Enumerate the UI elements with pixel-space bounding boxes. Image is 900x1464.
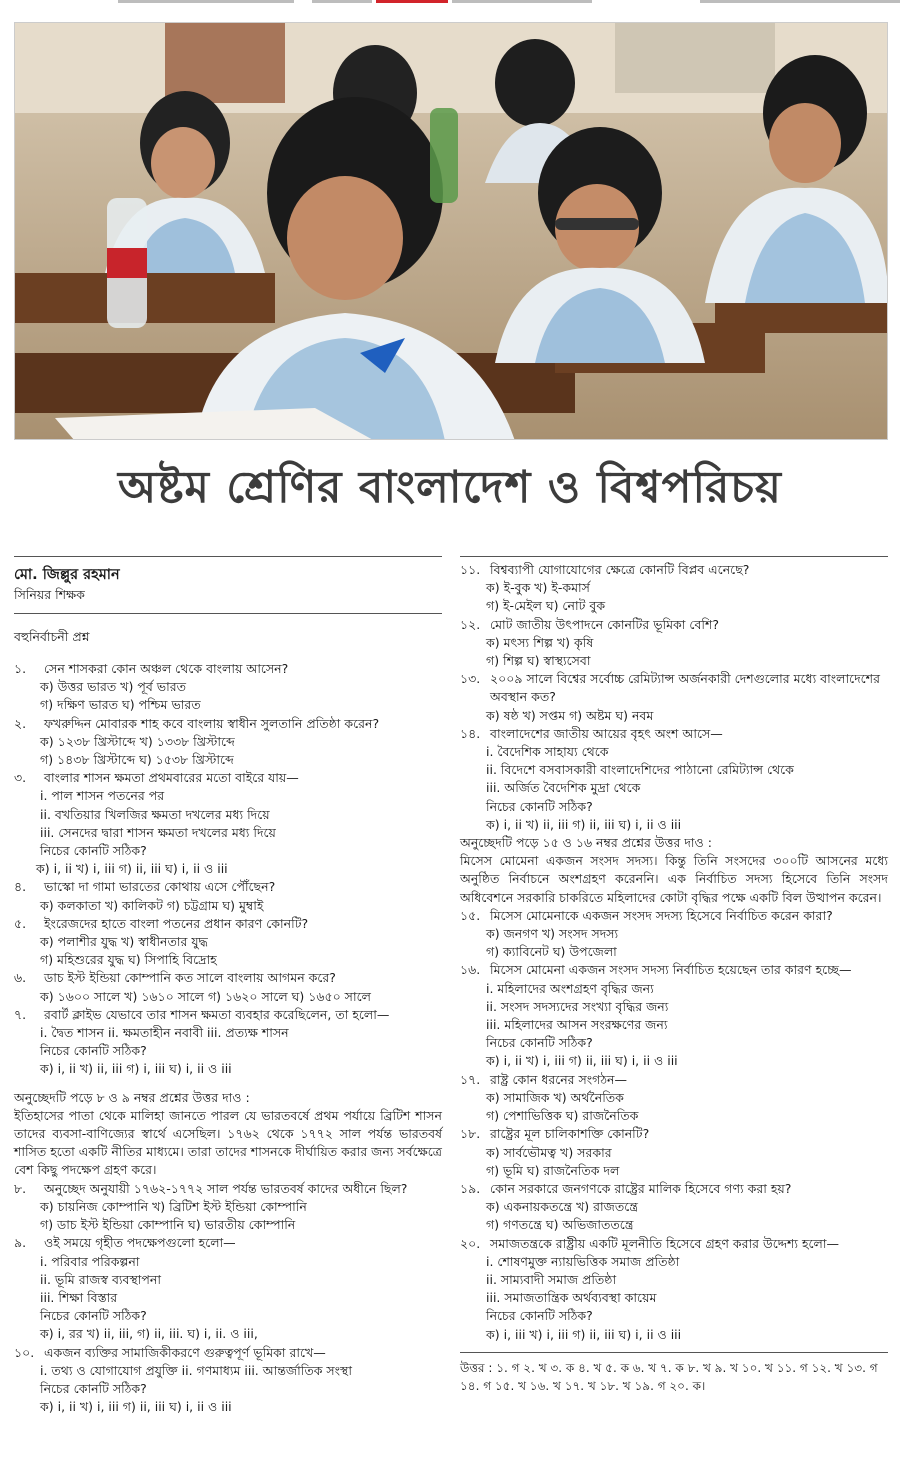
question-text: ২০০৯ সালে বিশ্বের সর্বোচ্চ রেমিট্যান্স অর্জনকারী দেশগুলোর মধ্যে বাংলাদেশের অবস্থান কত? [490, 671, 880, 705]
question-number: ১৪. [460, 725, 481, 741]
question-number: ৩. [14, 770, 27, 786]
options-row: গ) শিল্প ঘ) স্বাস্থ্যসেবা [486, 653, 591, 669]
ask-line: নিচের কোনটি সঠিক? [486, 1308, 593, 1324]
question-text: মিসেস মোমেনাকে একজন সংসদ সদস্য হিসেবে নির্বাচিত করেন কারা? [490, 907, 833, 923]
question-number: ২০. [460, 1235, 481, 1251]
ask-line: নিচের কোনটি সঠিক? [40, 1043, 147, 1059]
options-row: গ) ই-মেইল ঘ) নোট বুক [486, 598, 606, 614]
question-14 [460, 725, 888, 834]
statement: iii. অর্জিত বৈদেশিক মুদ্রা থেকে [486, 780, 641, 796]
byline [14, 556, 442, 614]
question-1 [14, 660, 442, 715]
statement: iii. সমাজতান্ত্রিক অর্থব্যবস্থা কায়েম [486, 1290, 657, 1306]
question-number: ৫. [14, 915, 27, 931]
question-text: ইংরেজদের হাতে বাংলা পতনের প্রধান কারণ কোনটি? [44, 915, 309, 931]
options-row: গ) ভূমি ঘ) রাজনৈতিক দল [486, 1162, 620, 1178]
question-text: কোন সরকারে জনগণকে রাষ্ট্রের মালিক হিসেবে গণ্য করা হয়? [490, 1180, 792, 1196]
question-20 [460, 1235, 888, 1344]
question-12 [460, 616, 888, 671]
options-row: ক) সামাজিক খ) অর্থনৈতিক [486, 1089, 624, 1105]
right-column [460, 556, 888, 1395]
question-number: ২. [14, 715, 27, 731]
question-number: ১৯. [460, 1180, 481, 1196]
question-text: ভাস্কো দা গামা ভারতের কোথায় এসে পৌঁছেন? [44, 879, 276, 895]
question-number: ১৭. [460, 1071, 481, 1087]
statement: i. তথ্য ও যোগাযোগ প্রযুক্তি ii. গণমাধ্যম iii. আন্তর্জাতিক সংস্থা [40, 1362, 352, 1378]
question-number: ১২. [460, 616, 481, 632]
options-row: ক) i, ii খ) ii, iii গ) i, iii ঘ) i, ii ও iii [40, 1061, 232, 1077]
headline: অষ্টম শ্রেণির বাংলাদেশ ও বিশ্বপরিচয় [118, 462, 782, 513]
question-number: ৬. [14, 970, 27, 986]
question-text: বিশ্বব্যাপী যোগাযোগের ক্ষেত্রে কোনটি বিপ্লব এনেছে? [490, 562, 750, 577]
ask-line: নিচের কোনটি সঠিক? [486, 1035, 593, 1051]
passage-heading: অনুচ্ছেদটি পড়ে ১৫ ও ১৬ নম্বর প্রশ্নের উত্তর দাও : [460, 835, 712, 851]
ask-line: নিচের কোনটি সঠিক? [40, 1380, 147, 1396]
question-text: রাষ্ট্রের মূল চালিকাশক্তি কোনটি? [490, 1126, 650, 1142]
answer-key: উত্তর : ১. গ ২. খ ৩. ক ৪. খ ৫. ক ৬. খ ৭. ক ৮. খ ৯. খ ১০. খ ১১. গ ১২. খ ১৩. গ ১৪. গ ১৫. খ ১৬. খ ১৭. খ ১৮. খ ১৯. গ ২০. ক। [460, 1352, 888, 1395]
statement: ii. সাম্যবাদী সমাজ প্রতিষ্ঠা [486, 1271, 617, 1287]
statement: i. দ্বৈত শাসন ii. ক্ষমতাহীন নবাবী iii. প্রত্যক্ষ শাসন [40, 1025, 289, 1041]
statement: i. পরিবার পরিকল্পনা [40, 1253, 140, 1269]
question-7 [14, 1006, 442, 1079]
question-9 [14, 1234, 442, 1343]
question-3 [14, 769, 442, 878]
question-text: ফখরুদ্দিন মোবারক শাহ কবে বাংলায় স্বাধীন সুলতানি প্রতিষ্ঠা করেন? [44, 715, 380, 731]
question-text: অনুচ্ছেদ অনুযায়ী ১৭৬২-১৭৭২ সাল পর্যন্ত ভারতবর্ষ কাদের অধীনে ছিল? [44, 1180, 408, 1196]
question-text: রবার্ট ক্লাইভ যেভাবে তার শাসন ক্ষমতা ব্যবহার করেছিলেন, তা হলো— [44, 1006, 390, 1022]
question-text: বাংলার শাসন ক্ষমতা প্রথমবারের মতো বাইরে যায়— [44, 770, 299, 786]
options-row: ক) একনায়কতন্ত্রে খ) রাজতন্ত্রে [486, 1199, 638, 1215]
question-number: ১. [14, 661, 27, 676]
author-name: মো. জিল্লুর রহমান [14, 567, 120, 583]
statement: ii. সংসদ সদস্যদের সংখ্যা বৃদ্ধির জন্য [486, 998, 669, 1014]
ask-line: নিচের কোনটি সঠিক? [40, 1308, 147, 1324]
options-row: ক) ষষ্ঠ খ) সপ্তম গ) অষ্টম ঘ) নবম [486, 707, 654, 723]
statement: ii. ভূমি রাজস্ব ব্যবস্থাপনা [40, 1271, 161, 1287]
question-15 [460, 907, 888, 962]
question-10 [14, 1344, 442, 1417]
options-row: ক) i, iii খ) i, iii গ) ii, iii ঘ) i, ii ও iii [486, 1326, 682, 1342]
passage-text: ইতিহাসের পাতা থেকে মালিহা জানতে পারল যে ভারতবর্ষে প্রথম পর্যায়ে ব্রিটিশ শাসন তাদের ব্যবসা-বাণিজ্যের স্বার্থে এসেছিল। ১৭৬২ থেকে ১৭৭২ সাল পর্যন্ত ভারতবর্ষ শাসিত হতো একটি নীতির মাধ্যমে। তারা তাদের শাসনকে দীর্ঘায়িত করার জন্য সর্বক্ষেত্রে বেশ কিছু পদক্ষেপ গ্রহণ করে। [14, 1107, 442, 1178]
statement: ii. বিদেশে বসবাসকারী বাংলাদেশিদের পাঠানো রেমিট্যান্স থেকে [486, 762, 794, 778]
question-19 [460, 1180, 888, 1235]
question-17 [460, 1071, 888, 1126]
statement: iii. মহিলাদের আসন সংরক্ষণের জন্য [486, 1017, 668, 1033]
statement: ii. বখতিয়ার খিলজির ক্ষমতা দখলের মধ্য দিয়ে [40, 806, 270, 822]
article-photo [14, 22, 888, 440]
question-text: একজন ব্যক্তির সামাজিকীকরণে গুরুত্বপূর্ণ ভূমিকা রাখে— [44, 1344, 326, 1360]
section-label: বহুনির্বাচনী প্রশ্ন [14, 629, 90, 644]
question-number: ৪. [14, 879, 27, 895]
question-5 [14, 915, 442, 970]
left-column [14, 556, 442, 1416]
ask-line: নিচের কোনটি সঠিক? [486, 798, 593, 814]
question-2 [14, 715, 442, 770]
options-row: ক) i, ii খ) i, iii গ) ii, iii ঘ) i, ii ও iii [40, 1399, 232, 1415]
question-6 [14, 969, 442, 1005]
question-number: ১৬. [460, 962, 481, 978]
options-row: গ) ক্যাবিনেট ঘ) উপজেলা [486, 944, 617, 960]
statement: i. শোষণমুক্ত ন্যায়ভিত্তিক সমাজ প্রতিষ্ঠা [486, 1253, 680, 1269]
question-text: সমাজতন্ত্রকে রাষ্ট্রীয় একটি মূলনীতি হিসেবে গ্রহণ করার উদ্দেশ্য হলো— [490, 1235, 839, 1251]
question-text: মোট জাতীয় উৎপাদনে কোনটির ভূমিকা বেশি? [490, 616, 720, 632]
options-row: ক) উত্তর ভারত খ) পূর্ব ভারত [40, 679, 186, 695]
question-number: ১৫. [460, 907, 481, 923]
question-text: রাষ্ট্র কোন ধরনের সংগঠন— [490, 1071, 628, 1087]
options-row: গ) মহিশুরের যুদ্ধ ঘ) সিপাহি বিদ্রোহ [40, 952, 217, 968]
passage-text: মিসেস মোমেনা একজন সংসদ সদস্য। কিন্তু তিনি সংসদের ৩০০টি আসনের মধ্যে অনুষ্ঠিত নির্বাচনে অংশগ্রহণ করেননি। এক নির্বাচিত সদস্য হিসেবে তিনি সংসদ অধিবেশনে সরকারি চাকরিতে মহিলাদের কোটা বৃদ্ধির পক্ষে একটি বিল উত্থাপন করেন। [460, 853, 888, 905]
top-divider [0, 0, 900, 6]
options-row: ক) ১৬০০ সালে খ) ১৬১০ সালে গ) ১৬২০ সালে ঘ) ১৬৫০ সালে [40, 988, 371, 1004]
options-row: ক) পলাশীর যুদ্ধ খ) স্বাধীনতার যুদ্ধ [40, 934, 208, 950]
options-row: ক) জনগণ খ) সংসদ সদস্য [486, 926, 619, 942]
statement: iii. সেনদের দ্বারা শাসন ক্ষমতা দখলের মধ্য দিয়ে [40, 824, 276, 840]
author-designation: সিনিয়র শিক্ষক [14, 587, 85, 602]
passage-heading: অনুচ্ছেদটি পড়ে ৮ ও ৯ নম্বর প্রশ্নের উত্তর দাও : [14, 1089, 250, 1105]
options-row: ক) ই-বুক খ) ই-কমার্স [486, 580, 590, 596]
options-row: ক) i, ii খ) i, iii গ) ii, iii ঘ) i, ii ও iii [36, 861, 228, 877]
options-row: গ) ১৪৩৮ খ্রিস্টাব্দে ঘ) ১৫৩৮ খ্রিস্টাব্দে [40, 752, 234, 768]
statement: i. বৈদেশিক সাহায্য থেকে [486, 744, 609, 760]
question-number: ১১. [460, 562, 481, 577]
options-row: ক) কলকাতা খ) কালিকট গ) চট্টগ্রাম ঘ) মুম্বাই [40, 897, 264, 913]
options-row: ক) i, রর খ) ii, iii, গ) ii, iii. ঘ) i, ii. ও iii, [40, 1326, 258, 1342]
question-number: ১৩. [460, 671, 481, 687]
options-row: ক) সার্বভৌমত্ব খ) সরকার [486, 1144, 612, 1160]
question-number: ৭. [14, 1006, 27, 1022]
question-number: ১৮. [460, 1126, 481, 1142]
options-row: ক) চায়নিজ কোম্পানি খ) ব্রিটিশ ইস্ট ইন্ডিয়া কোম্পানি [40, 1198, 307, 1214]
question-18 [460, 1125, 888, 1180]
question-number: ৯. [14, 1235, 27, 1251]
options-row: গ) পেশাভিত্তিক ঘ) রাজনৈতিক [486, 1108, 639, 1124]
question-text: সেন শাসকরা কোন অঞ্চল থেকে বাংলায় আসেন? [44, 661, 289, 676]
options-row: ক) মৎস্য শিল্প খ) কৃষি [486, 634, 594, 650]
ask-line: নিচের কোনটি সঠিক? [40, 843, 147, 859]
question-text: বাংলাদেশের জাতীয় আয়ের বৃহৎ অংশ আসে— [490, 725, 723, 741]
options-row: গ) ডাচ ইস্ট ইন্ডিয়া কোম্পানি ঘ) ভারতীয় কোম্পানি [40, 1217, 296, 1233]
options-row: ক) ১২৩৮ খ্রিস্টাব্দে খ) ১৩৩৮ খ্রিস্টাব্দে [40, 733, 235, 749]
question-text: ডাচ ইস্ট ইন্ডিয়া কোম্পানি কত সালে বাংলায় আগমন করে? [44, 970, 336, 986]
question-number: ১০. [14, 1344, 35, 1360]
question-16 [460, 961, 888, 1070]
options-row: ক) i, ii খ) ii, iii গ) ii, iii ঘ) i, ii ও iii [486, 816, 682, 832]
question-text: ওই সময়ে গৃহীত পদক্ষেপগুলো হলো— [44, 1235, 236, 1251]
question-8 [14, 1180, 442, 1235]
options-row: গ) দক্ষিণ ভারত ঘ) পশ্চিম ভারত [40, 697, 201, 713]
options-row: ক) i, ii খ) i, iii গ) ii, iii ঘ) i, ii ও iii [486, 1053, 678, 1069]
options-row: গ) গণতন্ত্রে ঘ) অভিজাততন্ত্রে [486, 1217, 634, 1233]
question-11 [460, 561, 888, 616]
question-13 [460, 670, 888, 725]
statement: iii. শিক্ষা বিস্তার [40, 1289, 118, 1305]
students-exam-illustration [15, 23, 888, 440]
question-4 [14, 878, 442, 914]
question-number: ৮. [14, 1180, 27, 1196]
statement: i. মহিলাদের অংশগ্রহণ বৃদ্ধির জন্য [486, 980, 654, 996]
statement: i. পাল শাসন পতনের পর [40, 788, 165, 804]
question-text: মিসেস মোমেনা একজন সংসদ সদস্য নির্বাচিত হয়েছেন তার কারণ হচ্ছে— [490, 962, 852, 978]
